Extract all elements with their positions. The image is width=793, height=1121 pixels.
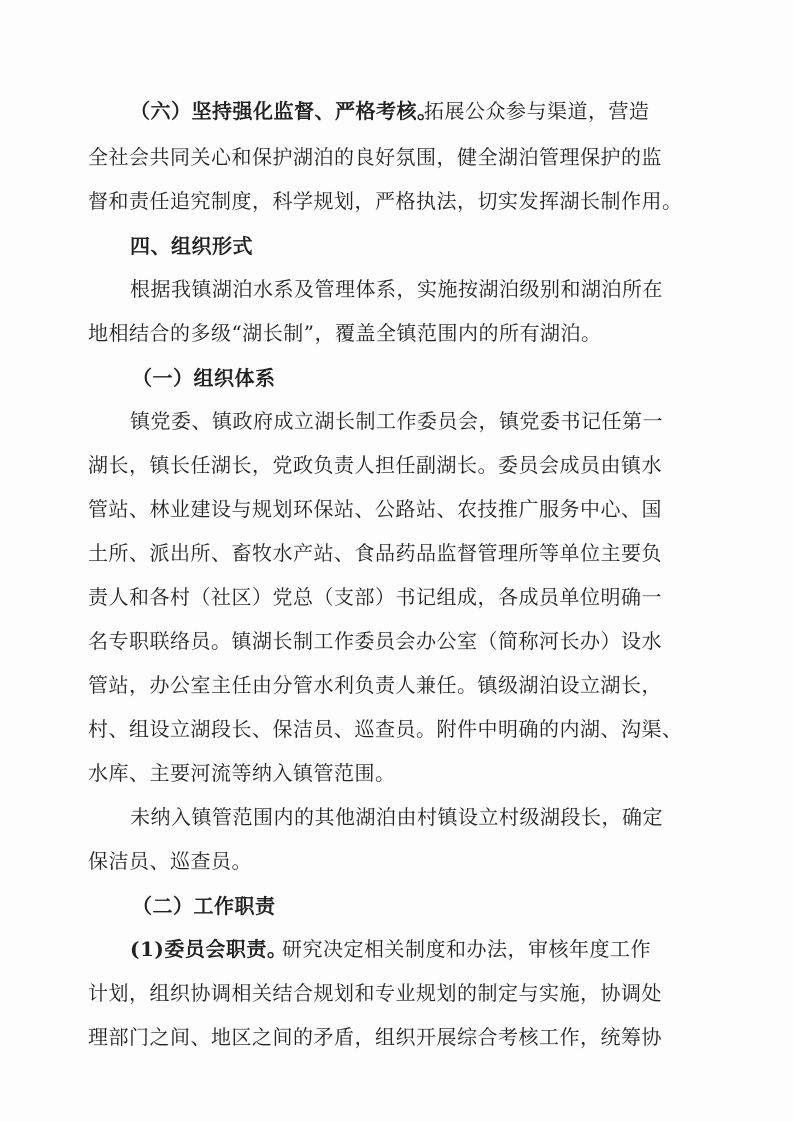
duty-heading: （二）工作职责 [132, 894, 276, 918]
duty-item-1-heading: (1)委员会职责。 [130, 937, 288, 961]
section-6-text: 拓展公众参与渠道，营造 [424, 99, 650, 123]
section-4-heading: 四、组织形式 [130, 234, 253, 258]
section-6-heading: （六）坚持强化监督、严格考核。 [130, 99, 438, 123]
document-page: （六）坚持强化监督、严格考核。 拓展公众参与渠道，营造 全社会共同关心和保护湖泊的良好氛围，健全湖泊管理保护的监 督和责任追究制度，科学规划，严格执法，切实发挥湖长制作用。 四、组织形式 根据我镇湖泊水系及管理体系，实施按湖泊级别和湖泊所在 地相结合的多级“湖长制”，覆盖全镇范围内的所有湖泊。 （一）组织体系 镇党委、镇政府成立湖长制工作委员会，镇党委书记任第一 湖长，镇长任湖长，党政负责人担任副湖长。委员会成员由镇水 管站、林业建设与规划环保站、公路站、农技推广服务中心、国 土所、派出所、畜牧水产站、食品药品监督管理所等单位主要负 责人和各村（社区）党总（支部）书记组成，各成员单位明确一 名专职联络员。镇湖长制工作委员会办公室（简称河长办）设水 管站，办公室主任由分管水利负责人兼任。镇级湖泊设立湖长， 村、组设立湖段长、保洁员、巡查员。附件中明确的内湖、沟渠、 水库、主要河流等纳入镇管范围。 未纳入镇管范围内的其他湖泊由村镇设立村级湖段长，确定 保洁员、巡查员。 （二）工作职责 (1)委员会职责。 研究决定相关制度和办法，审核年度工作 计划，组织协调相关结合规划和专业规划的制定与实施，协调处 理部门之间、地区之间的矛盾，组织开展综合考核工作，统筹协 [88, 99, 683, 1049]
org-heading: （一）组织体系 [132, 366, 276, 390]
